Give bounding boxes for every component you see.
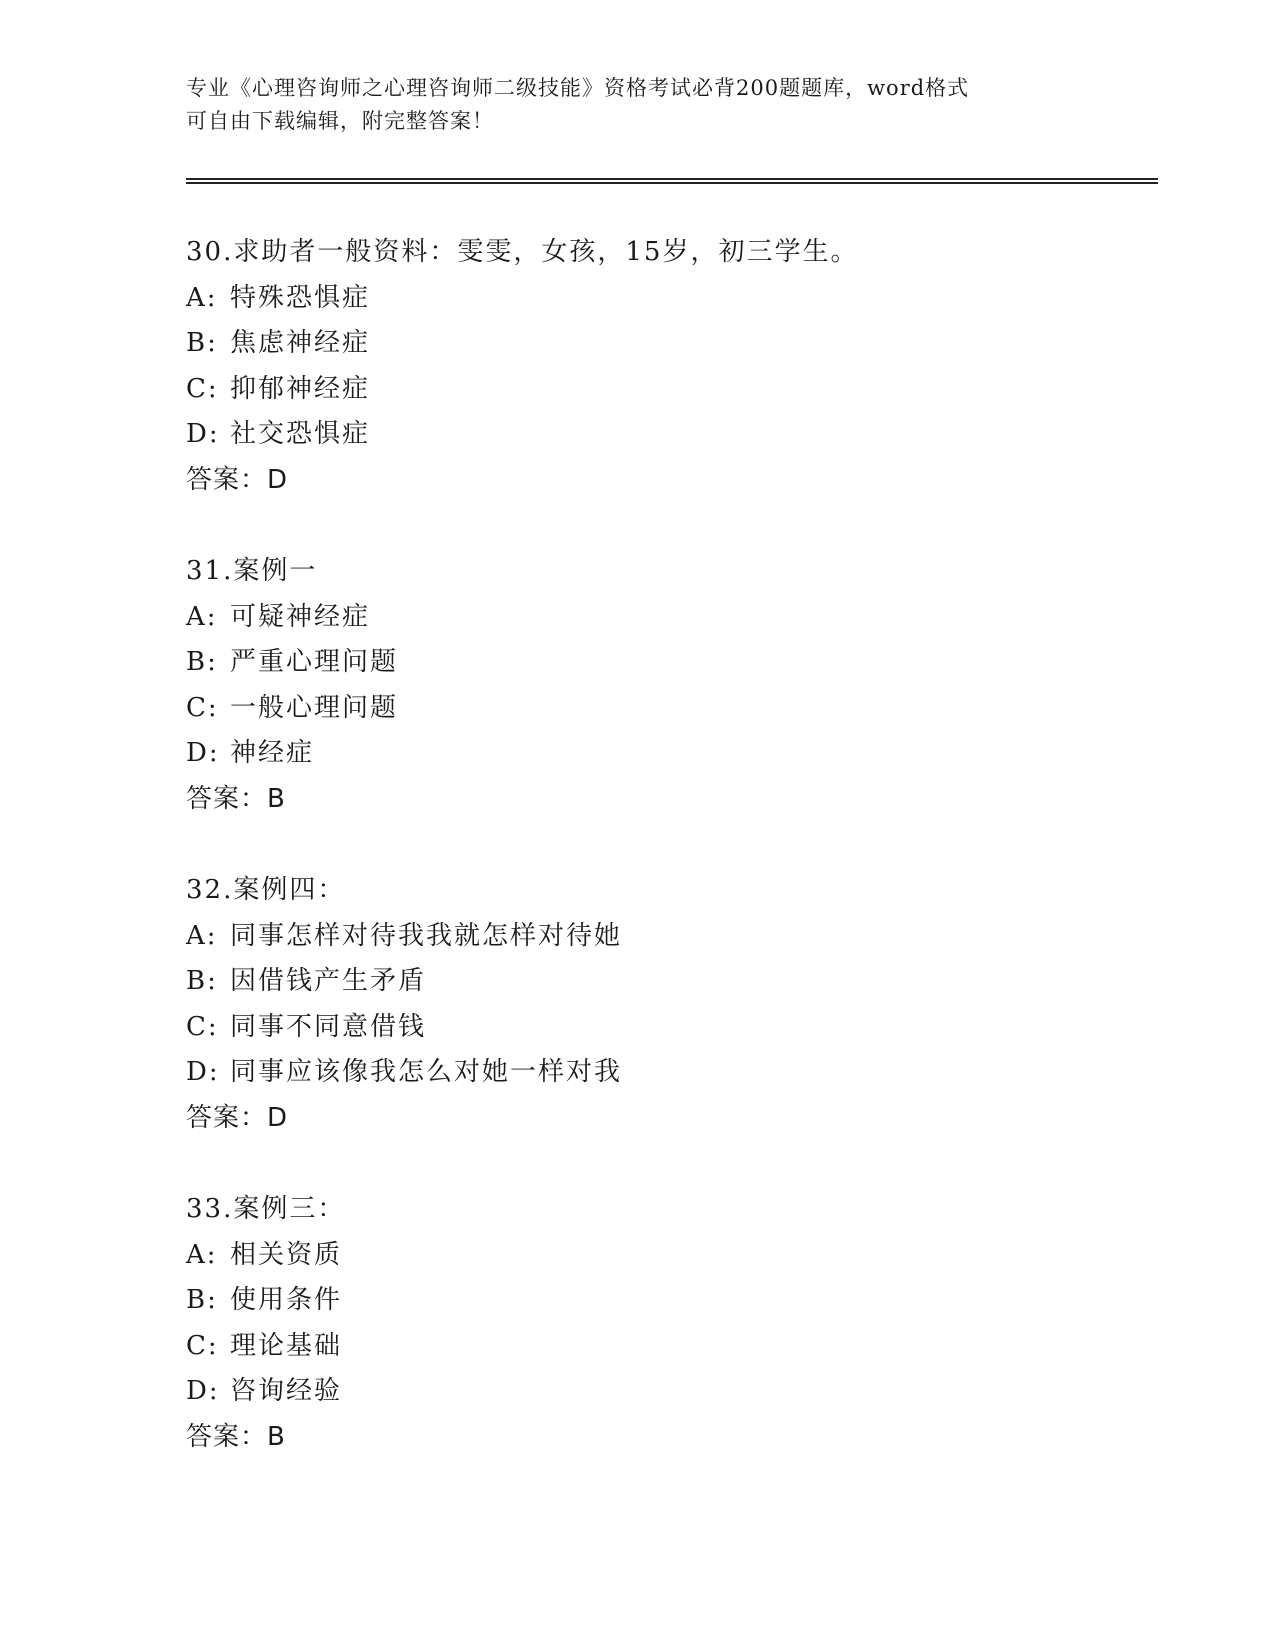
option-a xyxy=(186,914,1166,960)
option-letter: D: xyxy=(186,1376,220,1406)
header-divider xyxy=(186,178,1158,184)
option-letter: B: xyxy=(186,966,218,996)
question-stem xyxy=(186,1187,1166,1233)
answer-line: 答案：D xyxy=(186,464,289,495)
option-d xyxy=(186,412,1166,458)
option-text: 神经症 xyxy=(230,738,315,768)
option-text: 严重心理问题 xyxy=(230,647,399,677)
header-line-1: 专业《心理咨询师之心理咨询师二级技能》资格考试必背200题题库，word格式 xyxy=(186,76,970,100)
option-letter: D: xyxy=(186,738,220,768)
option-text: 抑郁神经症 xyxy=(230,373,371,404)
option-letter: A: xyxy=(186,1239,218,1270)
question-stem xyxy=(186,230,1166,276)
question-number: 33. xyxy=(186,1194,234,1224)
option-letter: B: xyxy=(186,1285,218,1315)
option-c xyxy=(186,367,1166,413)
question-stem xyxy=(186,868,1166,914)
option-text: 使用条件 xyxy=(230,1285,343,1315)
option-c xyxy=(186,1324,1166,1370)
question-30 xyxy=(186,230,1166,503)
answer-line: 答案：D xyxy=(186,1102,289,1133)
question-text: 求助者一般资料：雯雯，女孩，15岁，初三学生。 xyxy=(233,237,859,267)
option-text: 可疑神经症 xyxy=(230,601,371,632)
option-b xyxy=(186,640,1166,686)
option-letter: C: xyxy=(186,1011,219,1042)
question-text: 案例一 xyxy=(233,556,318,586)
option-text: 特殊恐惧症 xyxy=(230,282,371,313)
option-text: 焦虑神经症 xyxy=(230,328,371,358)
option-text: 一般心理问题 xyxy=(230,692,399,723)
option-c xyxy=(186,686,1166,732)
option-a xyxy=(186,595,1166,641)
question-32 xyxy=(186,868,1166,1141)
option-letter: C: xyxy=(186,1330,219,1361)
option-d xyxy=(186,731,1166,777)
question-list xyxy=(186,230,1166,1506)
option-letter: C: xyxy=(186,373,219,404)
option-text: 同事应该像我怎么对她一样对我 xyxy=(230,1057,623,1087)
question-number: 31. xyxy=(186,556,234,586)
option-b xyxy=(186,321,1166,367)
answer-line: 答案：B xyxy=(186,783,286,814)
option-a xyxy=(186,1233,1166,1279)
option-text: 同事不同意借钱 xyxy=(230,1011,427,1042)
option-letter: D: xyxy=(186,1057,220,1087)
question-number: 32. xyxy=(186,875,234,905)
option-text: 咨询经验 xyxy=(230,1376,343,1406)
header-line-2: 可自由下载编辑，附完整答案！ xyxy=(186,109,494,133)
option-b xyxy=(186,1278,1166,1324)
option-letter: C: xyxy=(186,692,219,723)
option-letter: A: xyxy=(186,920,218,951)
question-stem xyxy=(186,549,1166,595)
option-letter: B: xyxy=(186,647,218,677)
option-letter: A: xyxy=(186,282,218,313)
document-header xyxy=(186,72,1086,138)
question-text: 案例三： xyxy=(233,1194,346,1224)
option-a xyxy=(186,276,1166,322)
option-text: 理论基础 xyxy=(230,1330,343,1361)
option-d xyxy=(186,1369,1166,1415)
question-31 xyxy=(186,549,1166,822)
question-number: 30. xyxy=(186,237,234,267)
option-text: 因借钱产生矛盾 xyxy=(230,966,427,996)
option-c xyxy=(186,1005,1166,1051)
option-b xyxy=(186,959,1166,1005)
question-text: 案例四： xyxy=(233,875,346,905)
option-d xyxy=(186,1050,1166,1096)
option-letter: D: xyxy=(186,419,220,449)
answer-line: 答案：B xyxy=(186,1421,286,1452)
option-text: 社交恐惧症 xyxy=(230,419,371,449)
option-text: 相关资质 xyxy=(230,1239,343,1270)
option-letter: A: xyxy=(186,601,218,632)
question-33 xyxy=(186,1187,1166,1460)
option-letter: B: xyxy=(186,328,218,358)
option-text: 同事怎样对待我我就怎样对待她 xyxy=(230,920,623,951)
